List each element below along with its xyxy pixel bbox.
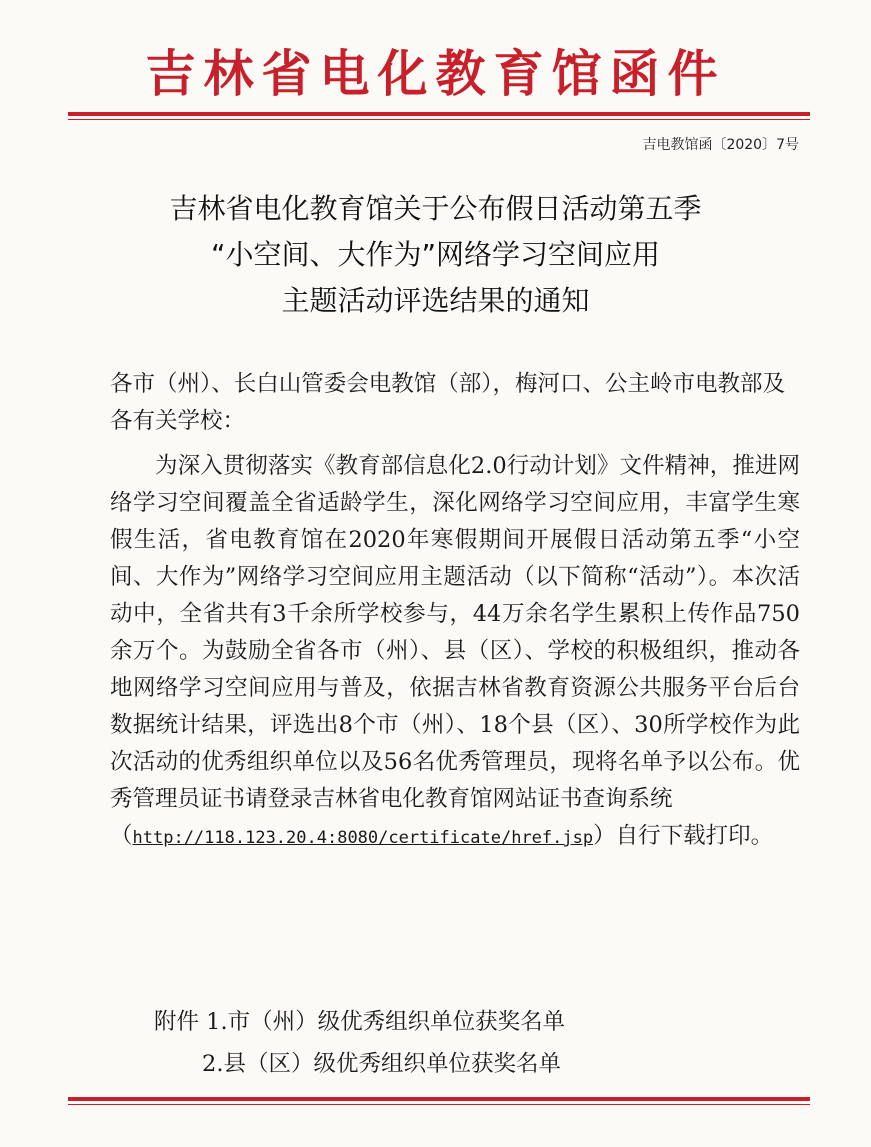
- letterhead-title: 吉林省电化教育馆函件: [145, 44, 726, 103]
- attachment-2: 2.县（区）级优秀组织单位获奖名单: [202, 1051, 561, 1077]
- header-divider-thin: [68, 119, 810, 120]
- footer-divider-thick: [68, 1097, 810, 1101]
- certificate-link[interactable]: http://118.123.20.4:8080/certificate/href.jsp: [132, 828, 594, 848]
- notice-title-line-3: 主题活动评选结果的通知: [281, 284, 590, 317]
- salutation: 各市（州）、长白山管委会电教馆（部），梅河口、公主岭市电教部及各有关学校：: [110, 371, 786, 434]
- notice-title-line-2: “小空间、大作为”网络学习空间应用: [210, 238, 660, 271]
- notice-title-line-1: 吉林省电化教育馆关于公布假日活动第五季: [169, 192, 702, 225]
- url-open-paren: （: [110, 823, 133, 849]
- footer-divider-thin: [68, 1104, 810, 1105]
- body-text: 为深入贯彻落实《教育部信息化2.0行动计划》文件精神，推进网络学习空间覆盖全省适龄学生，深化网络学习空间应用，丰富学生寒假生活，省电教育馆在2020年寒假期间开展假日活动第五季“小空间、大作为”网络学习空间应用主题活动（以下简称“活动”）。本次活动中，全省共有3千余所学校参与，44万余名学生累积上传作品750余万个。为鼓励全省各市（州）、县（区）、学校的积极组织，推动各地网络学习空间应用与普及，依据吉林省教育资源公共服务平台后台数据统计结果，评选出8个市（州）、18个县（区）、30所学校作为此次活动的优秀组织单位以及56名优秀管理员，现将名单予以公布。优秀管理员证书请登录吉林省电化教育馆网站证书查询系统: [110, 453, 800, 812]
- header-divider-thick: [68, 112, 810, 116]
- url-close-text: ）自行下载打印。: [593, 823, 774, 849]
- attachment-1: 附件 1.市（州）级优秀组织单位获奖名单: [154, 1009, 566, 1035]
- document-number: 吉电教馆函〔2020〕7号: [642, 137, 799, 153]
- body-paragraph: [110, 448, 800, 857]
